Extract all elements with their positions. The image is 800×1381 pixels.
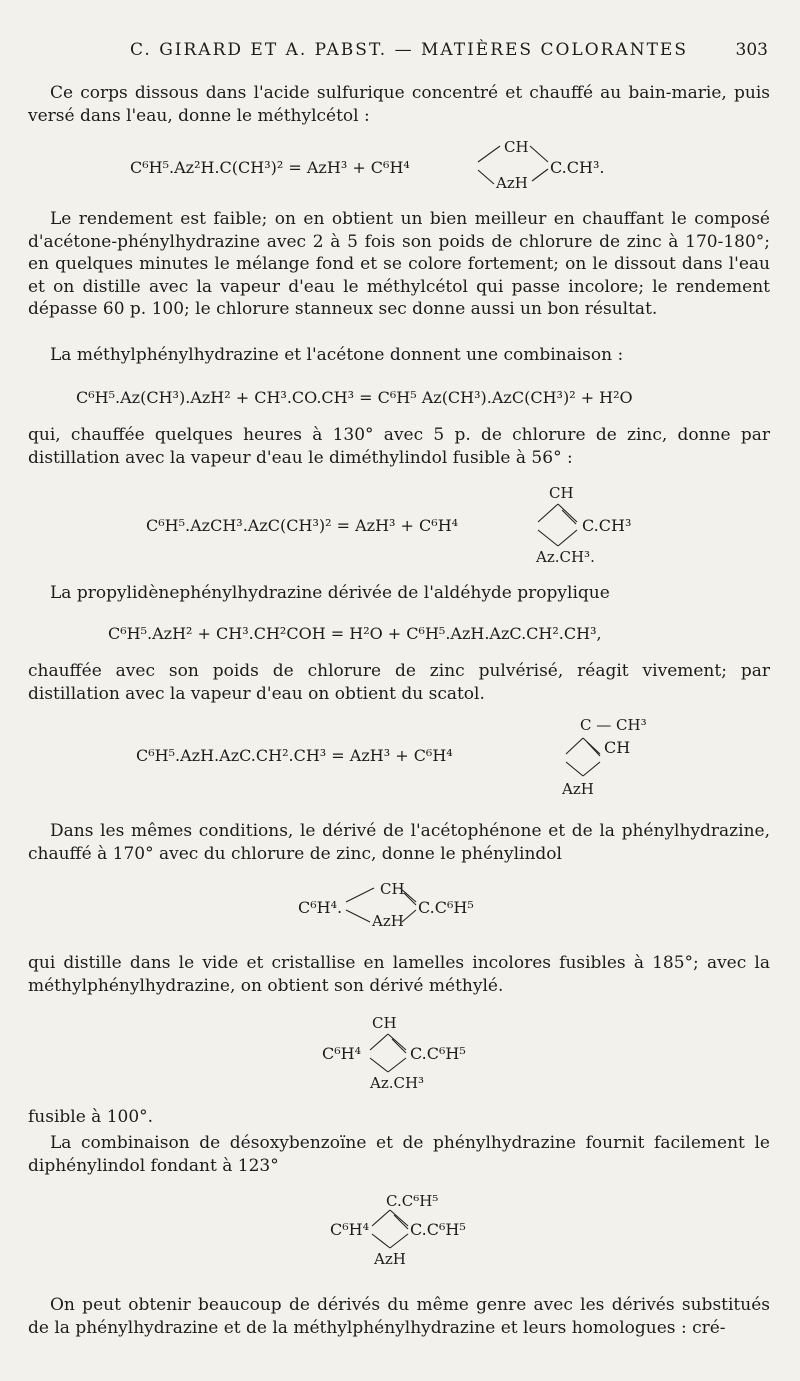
paragraph-9: fusible à 100°. — [28, 1107, 154, 1127]
formula-6-bottom: AzH — [372, 912, 404, 930]
bond-line — [404, 893, 416, 905]
formula-3-right: C.CH³ — [582, 516, 632, 535]
bond-line — [394, 1215, 408, 1229]
paragraph-5: La propylidènephénylhydrazine dérivée de l'aldéhyde propylique — [50, 583, 610, 603]
bond-line — [390, 1210, 408, 1226]
formula-8-left: C⁶H⁴ — [330, 1220, 370, 1239]
bond-line — [478, 170, 494, 184]
formula-6-left: C⁶H⁴. — [298, 898, 343, 917]
formula-1-left: C⁶H⁵.Az²H.C(CH³)² = AzH³ + C⁶H⁴ — [130, 158, 410, 177]
page-number: 303 — [735, 40, 768, 60]
formula-5-right: CH — [604, 738, 631, 757]
paragraph-10: La combinaison de désoxybenzoïne et de phénylhydrazine fournit facilement le diphénylindol fondant à 123° — [28, 1133, 770, 1176]
paragraph-8: qui distille dans le vide et cristallise en lamelles incolores fusibles à 185°; avec la méthylphénylhydrazine, on obtient son dérivé méthylé. — [28, 953, 770, 996]
bond-line — [372, 1234, 390, 1248]
paragraph-3: La méthylphénylhydrazine et l'acétone donnent une combinaison : — [50, 345, 624, 365]
bond-line — [538, 504, 558, 522]
formula-7-right: C.C⁶H⁵ — [410, 1044, 466, 1063]
formula-4: C⁶H⁵.AzH² + CH³.CH²COH = H²O + C⁶H⁵.AzH.AzC.CH².CH³, — [108, 624, 602, 643]
formula-6-top: CH — [380, 880, 405, 898]
formula-3-top: CH — [549, 484, 574, 502]
bond-line — [346, 910, 370, 922]
formula-6-right: C.C⁶H⁵ — [418, 898, 474, 917]
bond-line — [372, 1210, 390, 1226]
formula-1-top: CH — [504, 138, 529, 156]
bond-line — [566, 762, 583, 776]
bond-line — [583, 738, 600, 754]
formula-1-right: C.CH³. — [550, 158, 605, 177]
formula-8-bottom: AzH — [374, 1250, 406, 1268]
bond-line — [532, 169, 548, 181]
bond-line — [566, 738, 583, 754]
formula-5-left: C⁶H⁵.AzH.AzC.CH².CH³ = AzH³ + C⁶H⁴ — [136, 746, 453, 765]
bond-line — [370, 1034, 388, 1050]
paragraph-4: qui, chauffée quelques heures à 130° avec 5 p. de chlorure de zinc, donne par distillation avec la vapeur d'eau le diméthylindol fusible à 56° : — [28, 425, 770, 468]
running-title: C. GIRARD ET A. PABST. — MATIÈRES COLORANTES — [130, 40, 688, 60]
formula-7-left: C⁶H⁴ — [322, 1044, 362, 1063]
bond-line — [583, 762, 600, 776]
bond-line — [587, 742, 600, 756]
bond-line — [392, 1039, 406, 1053]
formula-3-left: C⁶H⁵.AzCH³.AzC(CH³)² = AzH³ + C⁶H⁴ — [146, 516, 459, 535]
bond-line — [562, 510, 576, 524]
formula-3-bottom: Az.CH³. — [536, 548, 595, 566]
bond-line — [402, 910, 416, 922]
paragraph-6: chauffée avec son poids de chlorure de zinc pulvérisé, réagit vivement; par distillation avec la vapeur d'eau on obtient du scatol. — [28, 661, 770, 704]
bond-line — [478, 146, 500, 162]
bond-line — [388, 1058, 406, 1072]
bond-line — [538, 530, 558, 546]
bond-line — [390, 1234, 408, 1248]
paragraph-7: Dans les mêmes conditions, le dérivé de l'acétophénone et de la phénylhydrazine, chauffé à 170° avec du chlorure de zinc, donne le phénylindol — [28, 821, 770, 864]
formula-7-top: CH — [372, 1014, 397, 1032]
bond-line — [388, 1034, 406, 1050]
formula-8-top: C.C⁶H⁵ — [386, 1192, 439, 1210]
formula-5-bottom: AzH — [562, 780, 594, 798]
paragraph-11: On peut obtenir beaucoup de dérivés du même genre avec les dérivés substitués de la phénylhydrazine et de la méthylphénylhydrazine et leurs homologues : cré- — [28, 1295, 770, 1338]
bond-line — [346, 888, 374, 902]
bond-line — [370, 1058, 388, 1072]
formula-5-top: C — CH³ — [580, 716, 647, 734]
formula-2: C⁶H⁵.Az(CH³).AzH² + CH³.CO.CH³ = C⁶H⁵ Az(CH³).AzC(CH³)² + H²O — [76, 388, 633, 407]
paragraph-2: Le rendement est faible; on en obtient un bien meilleur en chauffant le composé d'acétone-phénylhydrazine avec 2 à 5 fois son poids de chlorure de zinc à 170-180°; en quelques minutes le mélange fond et se colore fortement; on le dissout dans l'eau et on distille avec la vapeur d'eau le méthylcétol qui passe incolore; le rendement dépasse 60 p. 100; le chlorure stanneux sec donne aussi un bon résultat. — [28, 209, 770, 319]
bond-line — [558, 504, 577, 522]
bond-line — [530, 146, 548, 162]
formula-8-right: C.C⁶H⁵ — [410, 1220, 466, 1239]
paragraph-1: Ce corps dissous dans l'acide sulfurique concentré et chauffé au bain-marie, puis versé dans l'eau, donne le méthylcétol : — [28, 83, 770, 126]
formula-1-bottom: AzH — [496, 174, 528, 192]
bond-line — [558, 530, 577, 546]
formula-7-bottom: Az.CH³ — [370, 1074, 425, 1092]
running-header — [40, 40, 768, 66]
